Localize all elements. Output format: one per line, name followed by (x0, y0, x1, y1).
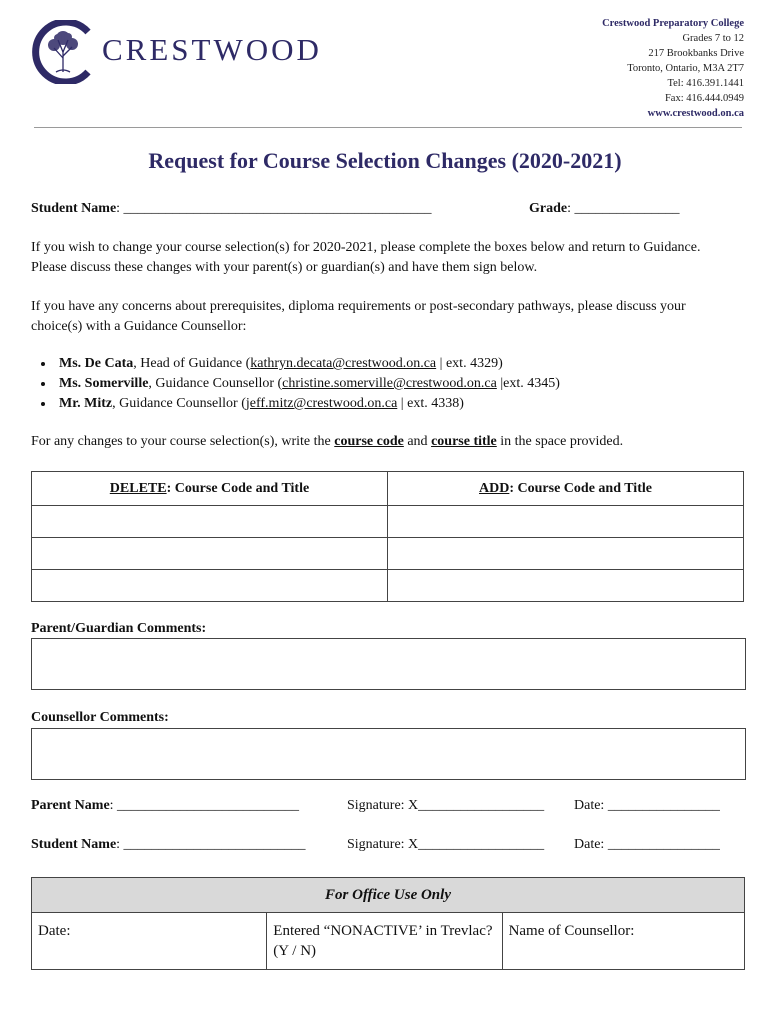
counsellor-list (31, 354, 755, 414)
office-use-table (31, 877, 745, 970)
grade-line (529, 201, 680, 217)
contact-name: Mr. Mitz (59, 396, 113, 411)
contact-ext: | ext. 4338) (397, 396, 464, 411)
office-entered-cell[interactable]: Entered “NONACTIVE’ in Trevlac? (Y / N) (267, 913, 502, 970)
add-cell-3[interactable] (388, 570, 744, 602)
office-header-row (32, 878, 745, 913)
student-signature-field[interactable]: Signature: X__________________ (347, 837, 545, 852)
concerns-paragraph: If you have any concerns about prerequisites, diploma requirements or post-secondary pathways, please discuss your choice(s) with a Guidance Counsellor: (31, 299, 686, 334)
telephone: Tel: 416.391.1441 (667, 78, 744, 89)
student-name-blank-2[interactable]: : __________________________ (116, 837, 306, 852)
table-header-row (32, 472, 744, 506)
delete-word: DELETE (109, 480, 167, 496)
page-title: Request for Course Selection Changes (2020-2021) (148, 148, 622, 173)
website-link[interactable]: www.crestwood.on.ca (647, 108, 744, 119)
add-cell-1[interactable] (388, 506, 744, 538)
contact-email-link[interactable]: jeff.mitz@crestwood.on.ca (245, 396, 398, 411)
table-row (32, 913, 745, 970)
student-name-blank[interactable]: : ____________________________________________ (116, 201, 432, 216)
delete-column-header (32, 472, 388, 506)
header-divider (34, 127, 742, 128)
contact-name: Ms. Somerville (59, 376, 149, 391)
table-row (32, 506, 744, 538)
counsellor-comments-box[interactable] (31, 728, 746, 780)
student-date-field[interactable]: Date: ________________ (574, 837, 720, 852)
contact-ext: |ext. 4345) (496, 376, 560, 391)
list-item (55, 394, 755, 414)
add-rest: : Course Code and Title (509, 480, 652, 496)
parent-comments-box[interactable] (31, 638, 746, 690)
contact-name: Ms. De Cata (59, 356, 134, 371)
school-name: Crestwood Preparatory College (602, 18, 744, 29)
table-row (32, 538, 744, 570)
parent-name-blank[interactable]: : __________________________ (109, 798, 300, 813)
instructions (31, 432, 731, 452)
school-address-block (602, 16, 744, 121)
contact-ext: | ext. 4329) (436, 356, 503, 371)
brand-name: CRESTWOOD (102, 32, 322, 67)
course-change-table (31, 471, 744, 602)
instructions-course-title: course title (431, 434, 497, 449)
student-name-line (31, 201, 432, 217)
add-column-header (388, 472, 744, 506)
list-item (55, 374, 755, 394)
instructions-prefix: For any changes to your course selection(s), write the (31, 434, 335, 449)
intro-paragraph: If you wish to change your course selection(s) for 2020-2021, please complete the boxes below and return to Guidance. Please discuss these changes with your parent(s) or guardian(s) and have them sign below. (31, 240, 701, 275)
office-counsellor-cell[interactable]: Name of Counsellor: (502, 913, 744, 970)
contact-role: , Guidance Counsellor ( (112, 396, 246, 411)
counsellor-comments-label: Counsellor Comments: (31, 710, 169, 725)
parent-date-field[interactable]: Date: ________________ (574, 798, 720, 813)
street-address: 217 Brookbanks Drive (648, 48, 744, 59)
student-name-label: Student Name (31, 201, 117, 216)
student-name-label-2: Student Name (31, 837, 117, 852)
contact-role: , Guidance Counsellor ( (148, 376, 283, 391)
parent-signature-field[interactable]: Signature: X__________________ (347, 798, 545, 813)
instructions-and: and (403, 434, 432, 449)
table-row (32, 570, 744, 602)
parent-name-line (31, 798, 299, 814)
delete-cell-2[interactable] (32, 538, 388, 570)
contact-email-link[interactable]: christine.somerville@crestwood.on.ca (282, 376, 497, 391)
office-date-cell[interactable]: Date: (32, 913, 267, 970)
contact-role: , Head of Guidance ( (133, 356, 251, 371)
parent-name-label: Parent Name (31, 798, 110, 813)
list-item (55, 354, 755, 374)
contact-email-link[interactable]: kathryn.decata@crestwood.on.ca (250, 356, 437, 371)
grades: Grades 7 to 12 (682, 33, 744, 44)
city-address: Toronto, Ontario, M3A 2T7 (627, 63, 744, 74)
delete-rest: : Course Code and Title (166, 480, 310, 496)
crestwood-logo (30, 20, 100, 84)
delete-cell-1[interactable] (32, 506, 388, 538)
parent-comments-label: Parent/Guardian Comments: (31, 621, 207, 636)
instructions-course-code: course code (334, 434, 404, 449)
student-name-signature-line (31, 837, 306, 853)
grade-blank[interactable]: : _______________ (567, 201, 680, 216)
fax: Fax: 416.444.0949 (664, 93, 744, 104)
office-use-heading: For Office Use Only (32, 878, 745, 913)
delete-cell-3[interactable] (32, 570, 388, 602)
instructions-suffix: in the space provided. (496, 434, 624, 449)
add-cell-2[interactable] (388, 538, 744, 570)
add-word: ADD (479, 480, 510, 496)
grade-label: Grade (529, 201, 568, 216)
